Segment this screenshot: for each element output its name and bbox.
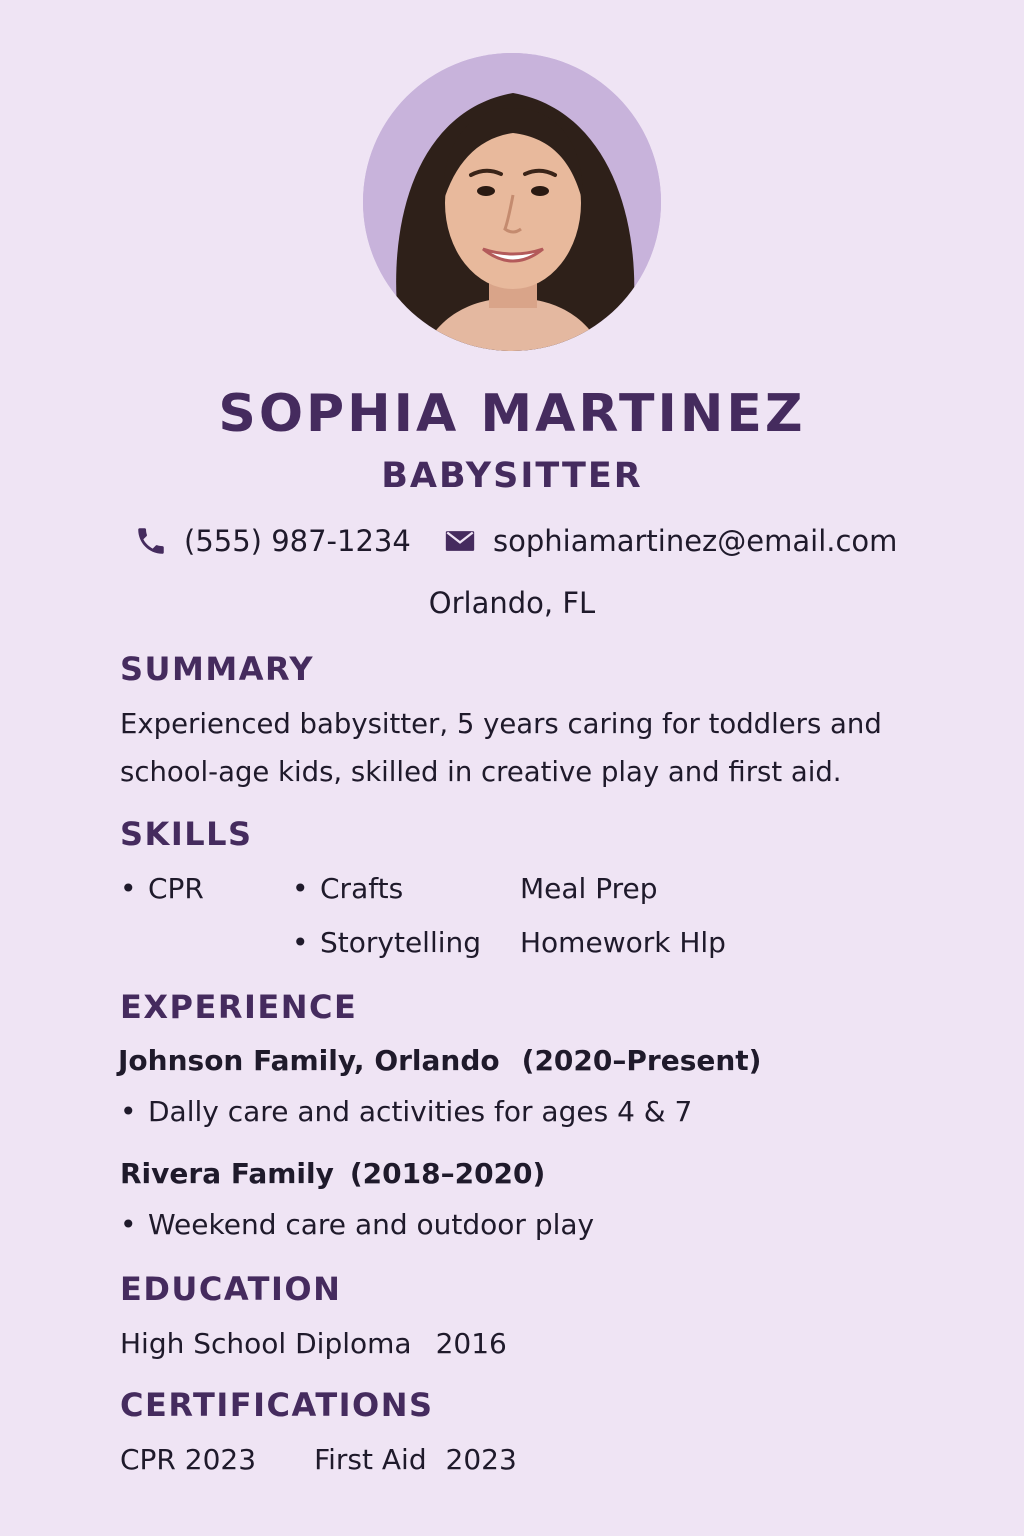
candidate-name: SOPHIA MARTINEZ xyxy=(218,384,806,444)
skill-item: Meal Prep xyxy=(520,872,658,905)
summary-text: Experienced babysitter, 5 years caring for toddlers and school-age kids, skilled in creative play and first aid. xyxy=(120,708,882,788)
email-contact[interactable] xyxy=(443,524,897,558)
summary-heading: SUMMARY xyxy=(120,650,315,688)
job-employer: Rivera Family xyxy=(120,1157,334,1190)
certifications-heading: CERTIFICATIONS xyxy=(120,1386,434,1424)
cert-year: 2023 xyxy=(445,1443,517,1476)
skill-item: • CPR xyxy=(120,872,204,905)
education-year: 2016 xyxy=(435,1327,507,1360)
profile-photo xyxy=(363,53,661,351)
job-header xyxy=(118,1044,761,1077)
certifications-list xyxy=(120,1436,517,1484)
location: Orlando, FL xyxy=(428,586,596,620)
cert-name: First Aid xyxy=(314,1443,427,1476)
phone-number: (555) 987-1234 xyxy=(184,524,411,558)
job-dates: (2018–2020) xyxy=(349,1157,546,1190)
skill-item: Homework Hlp xyxy=(520,926,726,959)
skills-heading: SKILLS xyxy=(120,815,253,853)
job-detail: • Weekend care and outdoor play xyxy=(120,1208,594,1241)
job-header xyxy=(120,1157,545,1190)
cert-year: 2023 xyxy=(184,1443,257,1476)
phone-icon xyxy=(134,524,168,558)
portrait-illustration xyxy=(363,53,661,351)
skill-item: • Crafts xyxy=(292,872,403,905)
education-heading: EDUCATION xyxy=(120,1270,342,1308)
job-dates: (2020–Present) xyxy=(521,1044,762,1077)
job-employer: Johnson Family, Orlando xyxy=(118,1044,500,1077)
job-detail: • Dally care and activities for ages 4 & 7 xyxy=(120,1095,692,1128)
email-address: sophiamartinez@email.com xyxy=(493,524,898,558)
phone-contact[interactable] xyxy=(134,524,411,558)
experience-heading: EXPERIENCE xyxy=(120,988,358,1026)
education-entry xyxy=(120,1320,507,1368)
skill-item: • Storytelling xyxy=(292,926,481,959)
envelope-icon xyxy=(443,524,477,558)
education-degree: High School Diploma xyxy=(120,1327,412,1360)
cert-name: CPR xyxy=(120,1443,176,1476)
job-role: BABYSITTER xyxy=(381,456,643,496)
